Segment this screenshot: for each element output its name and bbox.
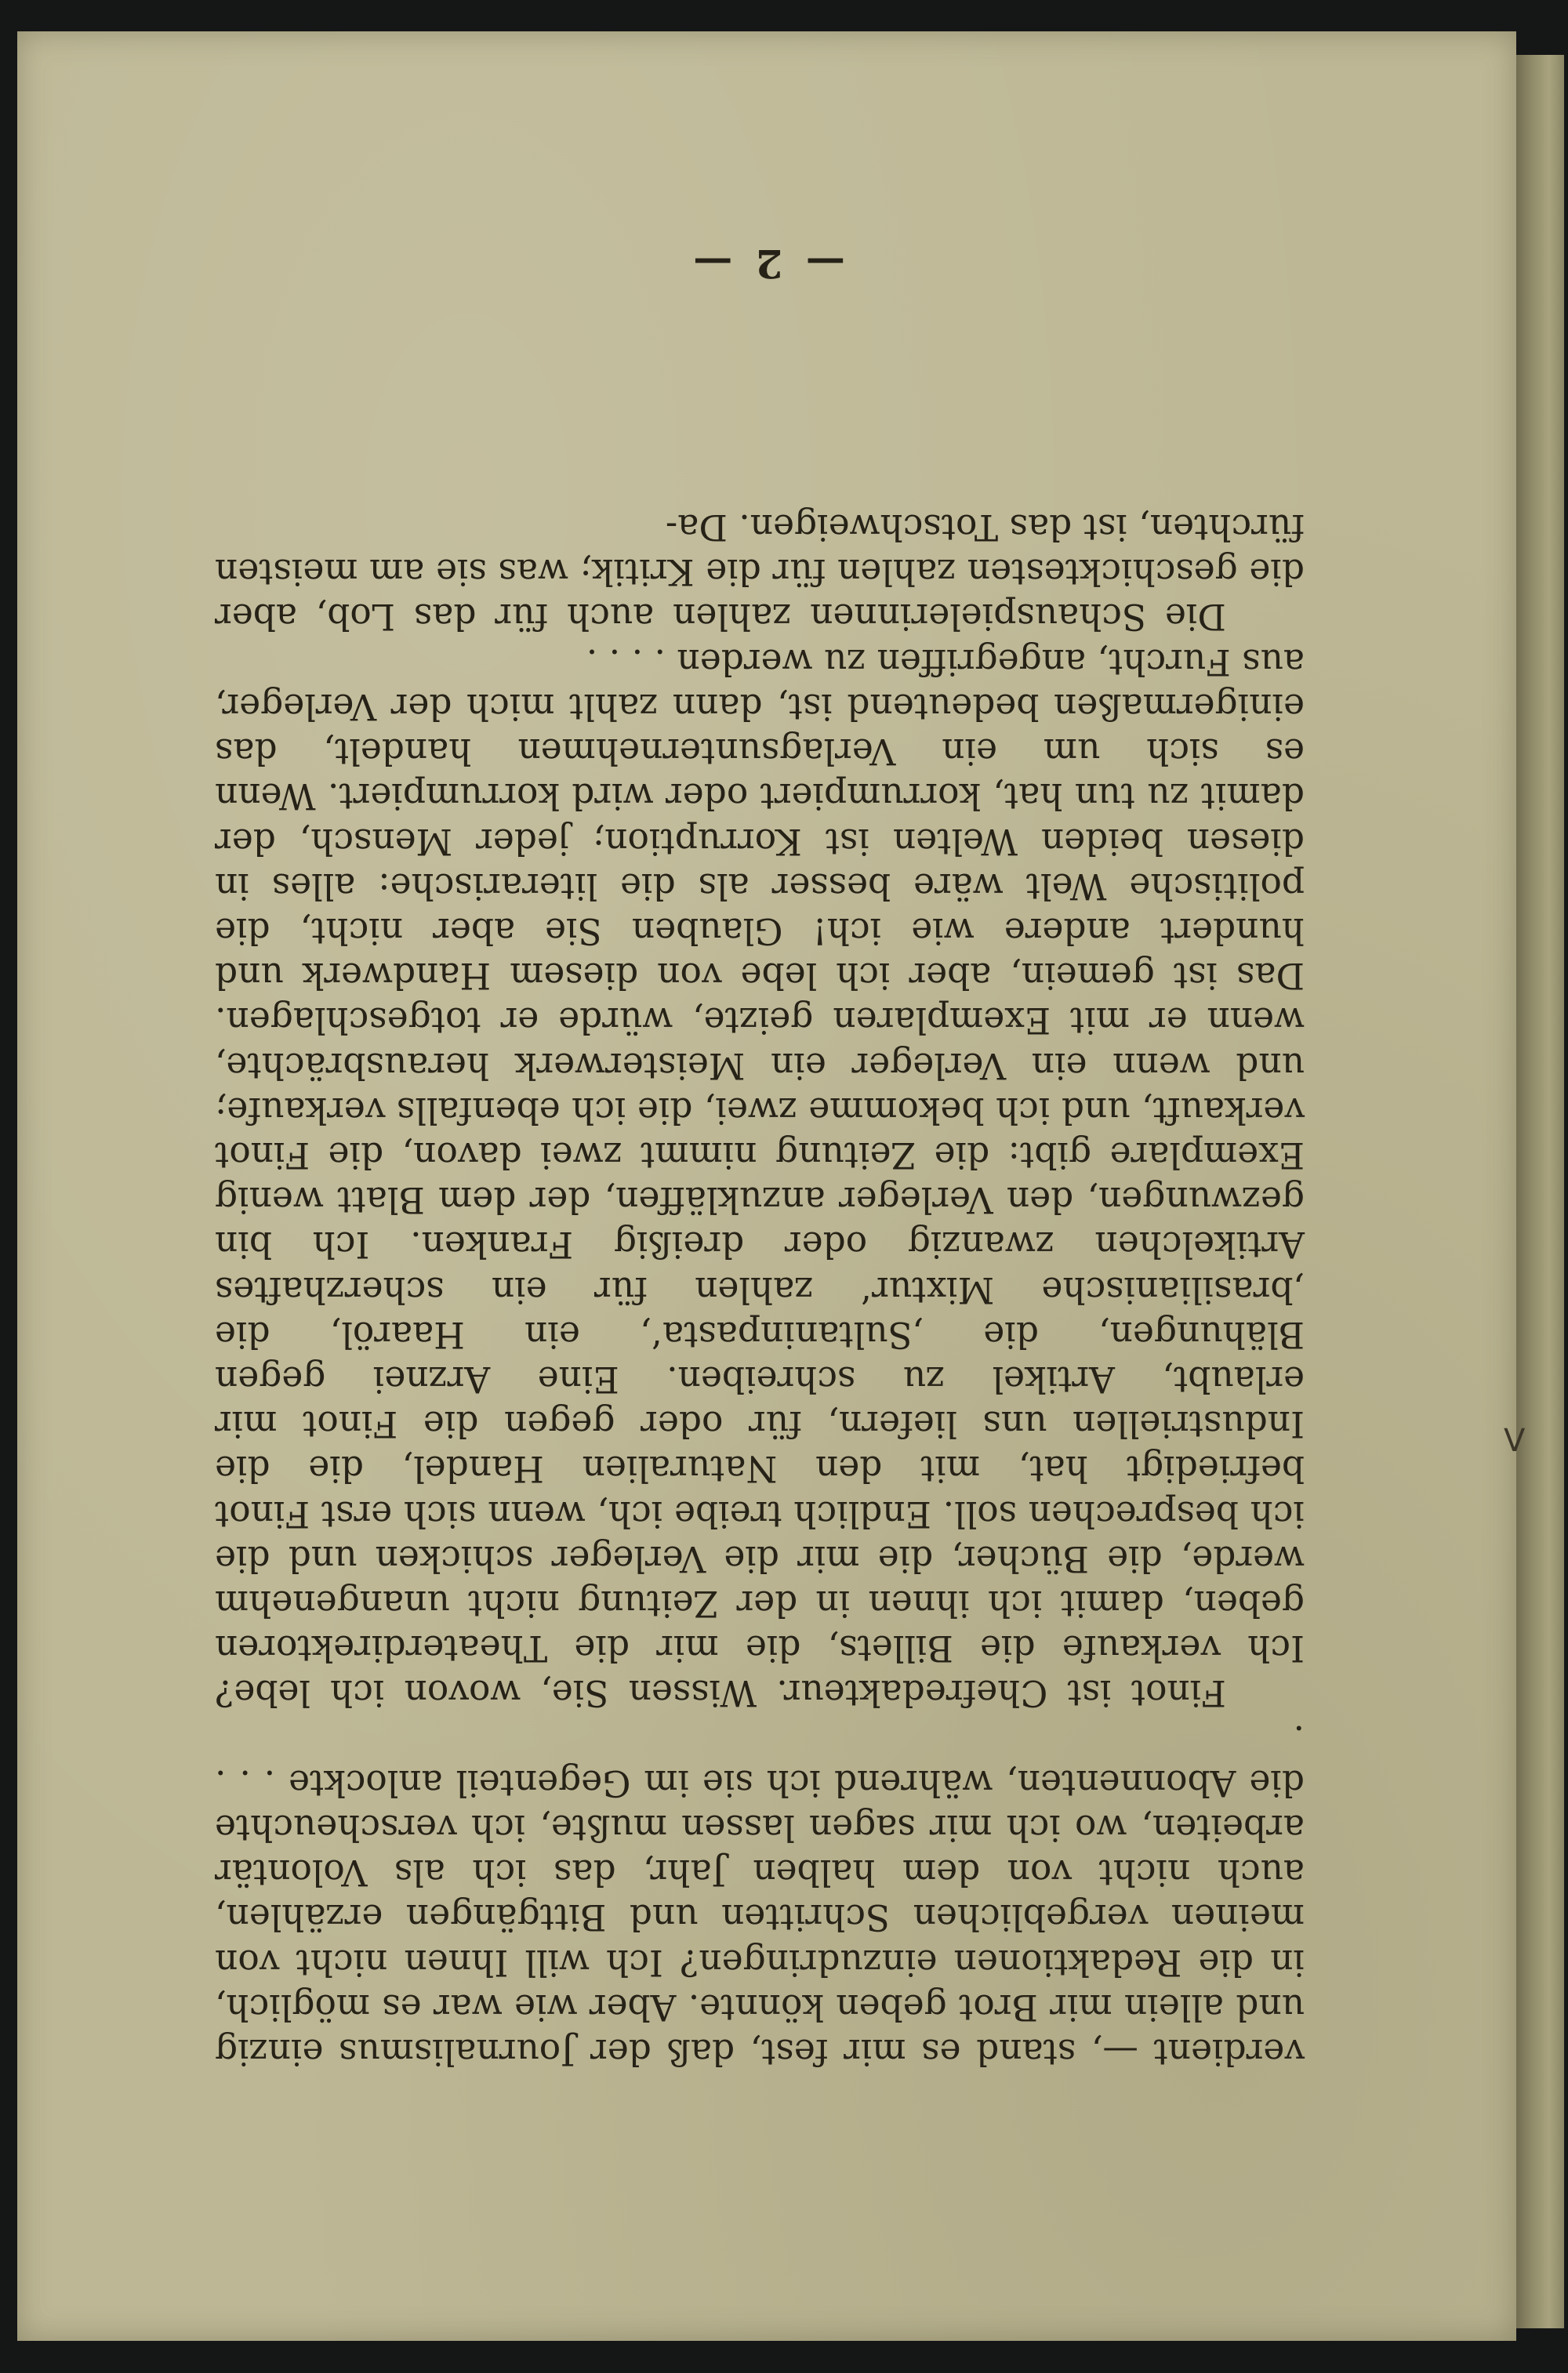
pencil-margin-mark: V (1504, 1423, 1526, 1459)
paragraph-2: Finot ist Chefredakteur. Wissen Sie, wovon ich lebe? Ich verkaufe die Billets, die mir die Theaterdirektoren geben, damit ich ihnen in der Zeitung nicht unangenehm werde, die Bücher, die mir die Verleger schicken und die ich besprechen soll. Endlich treibe ich, wenn sich erst Finot befriedigt hat, mit den Naturalien Handel, die die Industriellen uns liefern, für oder gegen die Finot mir erlaubt, Artikel zu schreiben. Eine Arznei gegen Blähungen, die ‚Sultaninpasta‘, ein Haaröl, die ‚brasilianische Mixtur‘ zahlen für ein scherzhaftes Artikelchen zwanzig oder dreißig Franken. Ich bin gezwungen, den Verleger anzukläffen, der dem Blatt wenig Exemplare gibt: die Zeitung nimmt zwei davon, die Finot verkauft, und ich bekomme zwei, die ich ebenfalls verkaufe; und wenn ein Verleger ein Meisterwerk herausbrächte, wenn er mit Exemplaren geizte, würde er totgeschlagen. Das ist gemein, aber ich lebe von diesem Handwerk und hundert andere wie ich! Glauben Sie aber nicht, die politische Welt wäre besser als die literarische: alles in diesen beiden Welten ist Korruption; jeder Mensch, der damit zu tun hat, korrumpiert oder wird korrumpiert. Wenn es sich um ein Verlagsunternehmen handelt, das einigermaßen bedeutend ist, dann zahlt mich der Verleger, aus Furcht, angegriffen zu werden . . . . (215, 640, 1305, 1714)
upside-down-print (17, 31, 1516, 2341)
next-leaf-edge (1512, 55, 1564, 2328)
page-number: — 2 — (688, 241, 845, 287)
body-text (215, 505, 1305, 2074)
book-page (17, 31, 1516, 2341)
paragraph-3: Die Schauspielerinnen zahlen auch für das Lob, aber die geschicktesten zahlen für die Kritik; was sie am meisten fürchten, ist das Totschweigen. Da- (215, 506, 1305, 638)
paragraph-1: verdient —, stand es mir fest, daß der Journalismus einzig und allein mir Brot geben könnte. Aber wie war es möglich, in die Redaktionen einzudringen? Ich will Ihnen nicht von meinen vergeblichen Schritten und Bittgängen erzählen, auch nicht von dem halben Jahr, das ich als Volontär arbeiten, wo ich mir sagen lassen mußte, ich verscheuchte die Abonnenten, während ich sie im Gegenteil anlockte . . . . (215, 1717, 1305, 2073)
